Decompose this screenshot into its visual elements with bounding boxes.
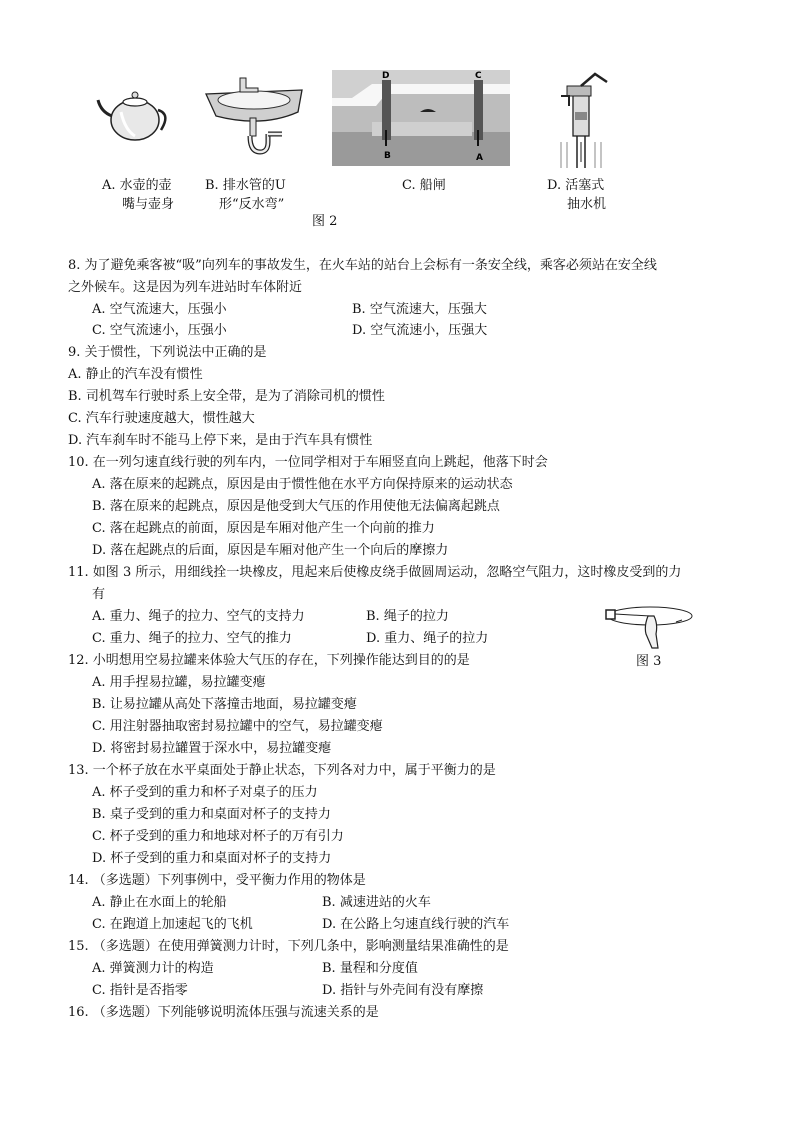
option-13b: B. 桌子受到的重力和桌面对杯子的支持力 xyxy=(92,807,331,822)
caption-letter: A. xyxy=(102,178,116,193)
figure2-caption-b xyxy=(205,176,286,214)
teapot-illustration xyxy=(95,82,175,144)
rubber-on-string-illustration xyxy=(604,600,696,650)
figure2-caption-c xyxy=(402,176,446,195)
lock-label-a: A xyxy=(476,153,483,163)
option-15d: D. 指针与外壳间有没有摩擦 xyxy=(322,983,484,998)
question-13-line1: 13. 一个杯子放在水平桌面处于静止状态，下列各对力中，属于平衡力的是 xyxy=(68,763,496,778)
option-15a: A. 弹簧测力计的构造 xyxy=(92,961,214,976)
caption-letter: C. xyxy=(402,178,416,193)
caption-line2: 抽水机 xyxy=(567,197,607,212)
lock-label-d: D xyxy=(382,71,390,81)
option-13d: D. 杯子受到的重力和桌面对杯子的支持力 xyxy=(92,851,332,866)
option-12d: D. 将密封易拉罐置于深水中，易拉罐变瘪 xyxy=(92,741,332,756)
figure2-label: 图 2 xyxy=(312,214,338,229)
option-11b: B. 绳子的拉力 xyxy=(366,609,449,624)
caption-letter: B. xyxy=(205,178,219,193)
option-11c: C. 重力、绳子的拉力、空气的推力 xyxy=(92,631,292,646)
figure3-label: 图 3 xyxy=(636,654,662,669)
option-10a: A. 落在原来的起跳点，原因是由于惯性他在水平方向保持原来的运动状态 xyxy=(92,477,513,492)
option-14d: D. 在公路上匀速直线行驶的汽车 xyxy=(322,917,510,932)
option-9a: A. 静止的汽车没有惯性 xyxy=(68,367,203,382)
lock-label-c: C xyxy=(475,71,482,81)
option-10b: B. 落在原来的起跳点，原因是他受到大气压的作用使他无法偏离起跳点 xyxy=(92,499,500,514)
question-15-line1: 15. （多选题）在使用弹簧测力计时，下列几条中，影响测量结果准确性的是 xyxy=(68,939,509,954)
option-13a: A. 杯子受到的重力和杯子对桌子的压力 xyxy=(92,785,318,800)
option-11d: D. 重力、绳子的拉力 xyxy=(366,631,489,646)
question-8-line2: 之外候车。这是因为列车进站时车体附近 xyxy=(68,280,303,295)
option-13c: C. 杯子受到的重力和地球对杯子的万有引力 xyxy=(92,829,344,844)
question-12-line1: 12. 小明想用空易拉罐来体验大气压的存在，下列操作能达到目的的是 xyxy=(68,653,470,668)
option-9b: B. 司机驾车行驶时系上安全带，是为了消除司机的惯性 xyxy=(68,389,385,404)
ship-lock-illustration xyxy=(332,70,510,166)
option-10c: C. 落在起跳点的前面，原因是车厢对他产生一个向前的推力 xyxy=(92,521,435,536)
option-15b: B. 量程和分度值 xyxy=(322,961,418,976)
question-10-line1: 10. 在一列匀速直线行驶的列车内，一位同学相对于车厢竖直向上跳起，他落下时会 xyxy=(68,455,548,470)
caption-line1: 船闸 xyxy=(419,178,446,193)
caption-line2: 嘴与壶身 xyxy=(122,197,175,212)
question-9-line1: 9. 关于惯性，下列说法中正确的是 xyxy=(68,345,267,360)
option-12c: C. 用注射器抽取密封易拉罐中的空气，易拉罐变瘪 xyxy=(92,719,383,734)
figure2-caption-a xyxy=(102,176,174,214)
option-8d: D. 空气流速小，压强大 xyxy=(352,323,488,338)
caption-line1: 活塞式 xyxy=(565,178,605,193)
option-12b: B. 让易拉罐从高处下落撞击地面，易拉罐变瘪 xyxy=(92,697,357,712)
question-8-line1: 8. 为了避免乘客被“吸”向列车的事故发生，在火车站的站台上会标有一条安全线，乘客必须站在安全线 xyxy=(68,258,657,273)
question-16-line1: 16. （多选题）下列能够说明流体压强与流速关系的是 xyxy=(68,1005,379,1020)
caption-line1: 排水管的U xyxy=(222,178,286,193)
piston-pump-illustration xyxy=(555,72,615,168)
sink-u-trap-illustration xyxy=(202,72,307,164)
caption-line2: 形“反水弯” xyxy=(219,197,285,212)
option-8a: A. 空气流速大，压强小 xyxy=(92,302,227,317)
option-8b: B. 空气流速大，压强大 xyxy=(352,302,487,317)
option-15c: C. 指针是否指零 xyxy=(92,983,188,998)
figure2-caption-d xyxy=(547,176,606,214)
option-11a: A. 重力、绳子的拉力、空气的支持力 xyxy=(92,609,305,624)
option-10d: D. 落在起跳点的后面，原因是车厢对他产生一个向后的摩擦力 xyxy=(92,543,449,558)
caption-line1: 水壶的壶 xyxy=(119,178,172,193)
question-11-line1: 11. 如图 3 所示，用细线拴一块橡皮，甩起来后使橡皮绕手做圆周运动，忽略空气阻力，这时橡皮受到的力 xyxy=(68,565,682,580)
question-14-line1: 14. （多选题）下列事例中，受平衡力作用的物体是 xyxy=(68,873,366,888)
option-14a: A. 静止在水面上的轮船 xyxy=(92,895,227,910)
option-9d: D. 汽车刹车时不能马上停下来，是由于汽车具有惯性 xyxy=(68,433,373,448)
question-11-line2: 有 xyxy=(92,587,106,602)
option-9c: C. 汽车行驶速度越大，惯性越大 xyxy=(68,411,255,426)
option-14b: B. 减速进站的火车 xyxy=(322,895,431,910)
option-12a: A. 用手捏易拉罐，易拉罐变瘪 xyxy=(92,675,266,690)
caption-letter: D. xyxy=(547,178,562,193)
option-8c: C. 空气流速小，压强小 xyxy=(92,323,227,338)
option-14c: C. 在跑道上加速起飞的飞机 xyxy=(92,917,253,932)
lock-label-b: B xyxy=(384,151,391,161)
